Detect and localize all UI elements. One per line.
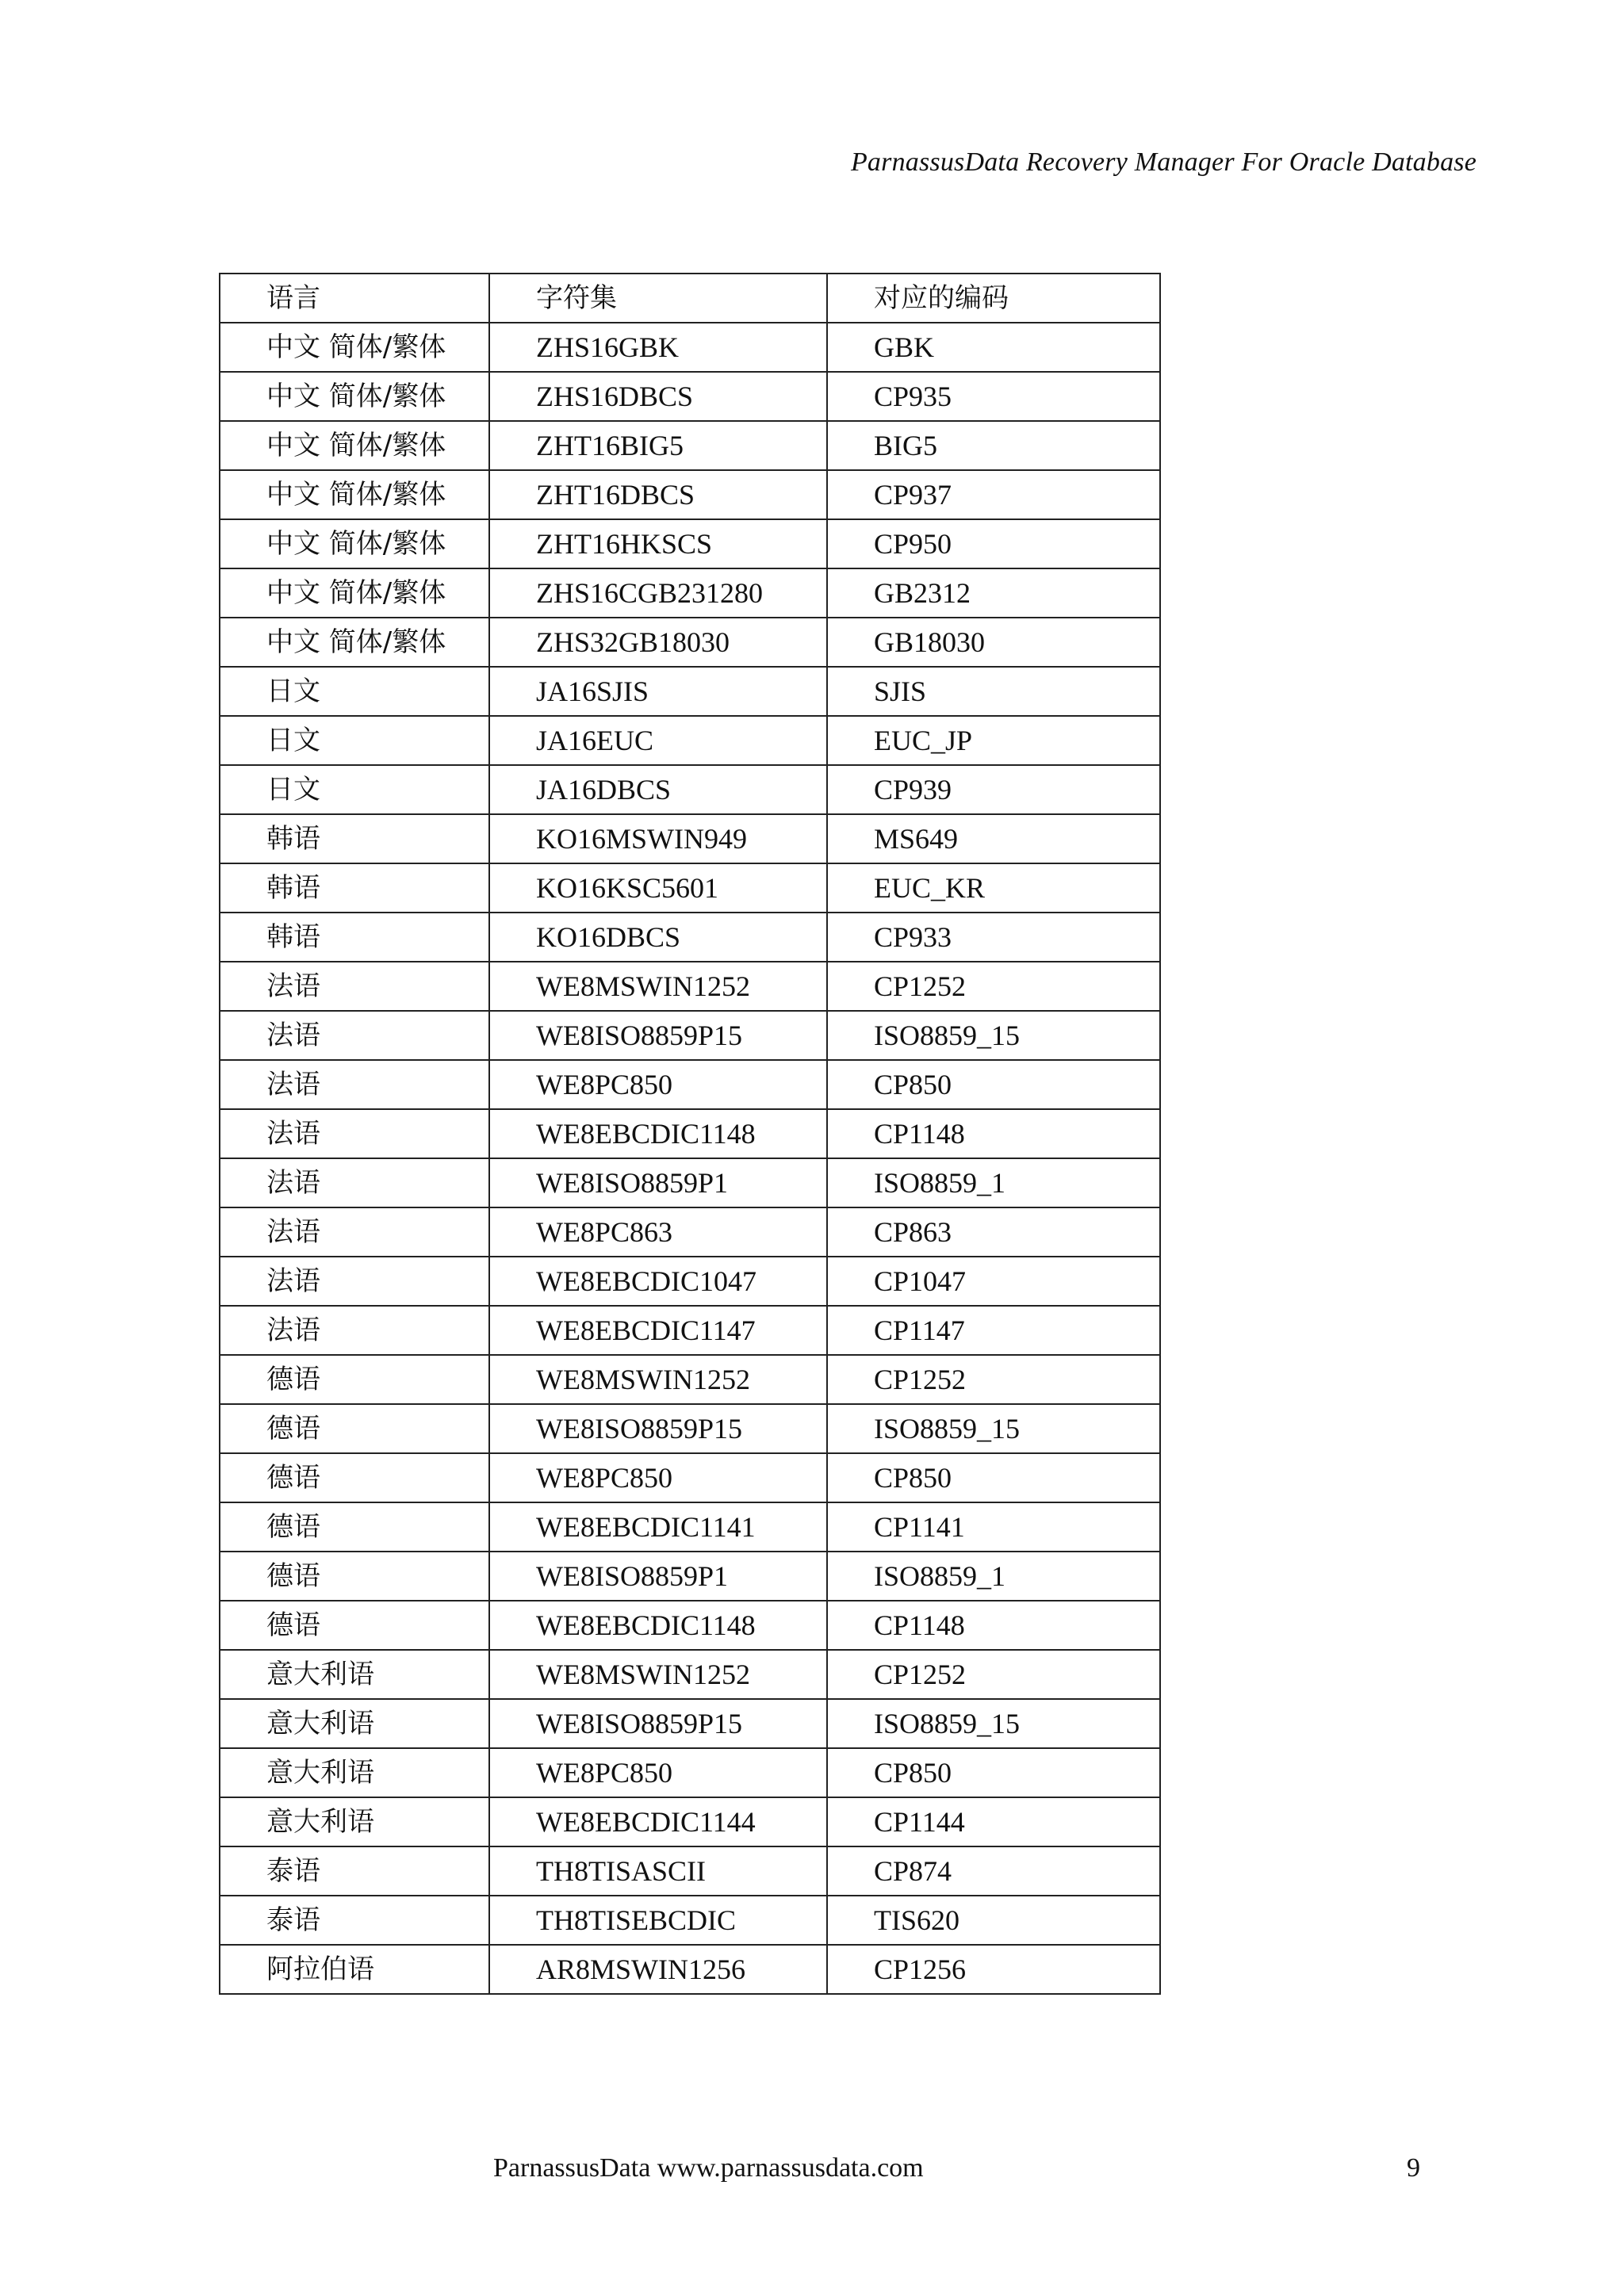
charset-cell: WE8PC850 (489, 1060, 827, 1109)
language-cell: 法语 (220, 1109, 489, 1158)
encoding-cell: CP1252 (827, 1355, 1160, 1404)
language-cell: 德语 (220, 1404, 489, 1453)
table-row (220, 1896, 1160, 1945)
language-cell: 韩语 (220, 913, 489, 962)
table-row (220, 1945, 1160, 1994)
table-row (220, 1158, 1160, 1207)
table-row (220, 863, 1160, 913)
charset-cell: WE8ISO8859P15 (489, 1404, 827, 1453)
table-row (220, 372, 1160, 421)
charset-cell: TH8TISEBCDIC (489, 1896, 827, 1945)
encoding-cell: CP1147 (827, 1306, 1160, 1355)
language-cell: 法语 (220, 1207, 489, 1257)
table-row (220, 1355, 1160, 1404)
charset-table-container (219, 273, 1161, 1995)
language-cell: 中文 简体/繁体 (220, 618, 489, 667)
language-cell: 阿拉伯语 (220, 1945, 489, 1994)
charset-cell: JA16DBCS (489, 765, 827, 814)
language-cell: 法语 (220, 1060, 489, 1109)
charset-cell: JA16EUC (489, 716, 827, 765)
encoding-cell: CP850 (827, 1060, 1160, 1109)
table-row (220, 568, 1160, 618)
language-cell: 中文 简体/繁体 (220, 470, 489, 519)
encoding-cell: EUC_KR (827, 863, 1160, 913)
charset-cell: WE8PC850 (489, 1453, 827, 1502)
table-row (220, 1748, 1160, 1797)
table-row (220, 1650, 1160, 1699)
document-title: ParnassusData Recovery Manager For Oracle Database (850, 147, 1477, 177)
language-cell: 意大利语 (220, 1748, 489, 1797)
table-row (220, 814, 1160, 863)
encoding-cell: CP1256 (827, 1945, 1160, 1994)
table-row (220, 1109, 1160, 1158)
charset-cell: WE8ISO8859P1 (489, 1158, 827, 1207)
encoding-cell: ISO8859_15 (827, 1011, 1160, 1060)
language-cell: 泰语 (220, 1896, 489, 1945)
table-row (220, 519, 1160, 568)
charset-cell: ZHS16GBK (489, 323, 827, 372)
encoding-cell: CP1047 (827, 1257, 1160, 1306)
table-row (220, 1306, 1160, 1355)
encoding-cell: ISO8859_15 (827, 1404, 1160, 1453)
charset-cell: ZHS16CGB231280 (489, 568, 827, 618)
table-row (220, 1846, 1160, 1896)
language-cell: 法语 (220, 962, 489, 1011)
charset-table (219, 273, 1161, 1995)
encoding-cell: CP1148 (827, 1109, 1160, 1158)
charset-cell: WE8ISO8859P15 (489, 1011, 827, 1060)
language-cell: 法语 (220, 1011, 489, 1060)
encoding-cell: CP1252 (827, 962, 1160, 1011)
language-cell: 泰语 (220, 1846, 489, 1896)
table-row (220, 1011, 1160, 1060)
column-header-charset: 字符集 (489, 274, 827, 323)
language-cell: 中文 简体/繁体 (220, 323, 489, 372)
charset-cell: JA16SJIS (489, 667, 827, 716)
table-row (220, 1060, 1160, 1109)
encoding-cell: CP1144 (827, 1797, 1160, 1846)
language-cell: 日文 (220, 667, 489, 716)
table-row (220, 765, 1160, 814)
charset-cell: WE8EBCDIC1148 (489, 1601, 827, 1650)
encoding-cell: CP1252 (827, 1650, 1160, 1699)
page-header (851, 147, 1477, 178)
encoding-cell: TIS620 (827, 1896, 1160, 1945)
table-row (220, 1207, 1160, 1257)
language-cell: 韩语 (220, 863, 489, 913)
encoding-cell: CP935 (827, 372, 1160, 421)
charset-cell: KO16DBCS (489, 913, 827, 962)
language-cell: 中文 简体/繁体 (220, 372, 489, 421)
charset-cell: WE8EBCDIC1144 (489, 1797, 827, 1846)
encoding-cell: ISO8859_1 (827, 1552, 1160, 1601)
language-cell: 德语 (220, 1601, 489, 1650)
charset-cell: WE8MSWIN1252 (489, 1355, 827, 1404)
table-row (220, 1404, 1160, 1453)
encoding-cell: CP850 (827, 1453, 1160, 1502)
language-cell: 韩语 (220, 814, 489, 863)
charset-cell: ZHT16HKSCS (489, 519, 827, 568)
encoding-cell: CP850 (827, 1748, 1160, 1797)
table-body (220, 323, 1160, 1994)
language-cell: 意大利语 (220, 1650, 489, 1699)
table-row (220, 1699, 1160, 1748)
table-row (220, 323, 1160, 372)
page-number: 9 (1407, 2153, 1420, 2183)
encoding-cell: ISO8859_1 (827, 1158, 1160, 1207)
column-header-language: 语言 (220, 274, 489, 323)
encoding-cell: GB2312 (827, 568, 1160, 618)
charset-cell: WE8EBCDIC1047 (489, 1257, 827, 1306)
encoding-cell: CP863 (827, 1207, 1160, 1257)
column-header-encoding: 对应的编码 (827, 274, 1160, 323)
encoding-cell: CP933 (827, 913, 1160, 962)
charset-cell: WE8EBCDIC1148 (489, 1109, 827, 1158)
charset-cell: WE8PC863 (489, 1207, 827, 1257)
charset-cell: WE8EBCDIC1141 (489, 1502, 827, 1552)
language-cell: 中文 简体/繁体 (220, 568, 489, 618)
encoding-cell: CP939 (827, 765, 1160, 814)
language-cell: 德语 (220, 1552, 489, 1601)
language-cell: 中文 简体/繁体 (220, 519, 489, 568)
table-row (220, 1797, 1160, 1846)
language-cell: 意大利语 (220, 1699, 489, 1748)
language-cell: 德语 (220, 1502, 489, 1552)
charset-cell: ZHT16BIG5 (489, 421, 827, 470)
charset-cell: KO16MSWIN949 (489, 814, 827, 863)
charset-cell: ZHS32GB18030 (489, 618, 827, 667)
language-cell: 法语 (220, 1306, 489, 1355)
encoding-cell: CP950 (827, 519, 1160, 568)
language-cell: 德语 (220, 1453, 489, 1502)
charset-cell: KO16KSC5601 (489, 863, 827, 913)
table-row (220, 1601, 1160, 1650)
encoding-cell: ISO8859_15 (827, 1699, 1160, 1748)
charset-cell: WE8MSWIN1252 (489, 1650, 827, 1699)
charset-cell: WE8ISO8859P15 (489, 1699, 827, 1748)
language-cell: 法语 (220, 1158, 489, 1207)
table-row (220, 962, 1160, 1011)
table-row (220, 913, 1160, 962)
table-row (220, 618, 1160, 667)
encoding-cell: CP937 (827, 470, 1160, 519)
language-cell: 中文 简体/繁体 (220, 421, 489, 470)
charset-cell: TH8TISASCII (489, 1846, 827, 1896)
charset-cell: AR8MSWIN1256 (489, 1945, 827, 1994)
table-row (220, 421, 1160, 470)
table-row (220, 716, 1160, 765)
encoding-cell: CP874 (827, 1846, 1160, 1896)
language-cell: 日文 (220, 765, 489, 814)
table-row (220, 667, 1160, 716)
encoding-cell: MS649 (827, 814, 1160, 863)
language-cell: 法语 (220, 1257, 489, 1306)
language-cell: 德语 (220, 1355, 489, 1404)
encoding-cell: CP1141 (827, 1502, 1160, 1552)
table-row (220, 1552, 1160, 1601)
language-cell: 日文 (220, 716, 489, 765)
charset-cell: WE8EBCDIC1147 (489, 1306, 827, 1355)
charset-cell: WE8ISO8859P1 (489, 1552, 827, 1601)
encoding-cell: BIG5 (827, 421, 1160, 470)
table-row (220, 470, 1160, 519)
footer-text: ParnassusData www.parnassusdata.com (493, 2153, 924, 2183)
table-row (220, 1257, 1160, 1306)
language-cell: 意大利语 (220, 1797, 489, 1846)
charset-cell: WE8MSWIN1252 (489, 962, 827, 1011)
charset-cell: ZHS16DBCS (489, 372, 827, 421)
table-row (220, 1453, 1160, 1502)
encoding-cell: GB18030 (827, 618, 1160, 667)
encoding-cell: CP1148 (827, 1601, 1160, 1650)
table-header-row (220, 274, 1160, 323)
charset-cell: ZHT16DBCS (489, 470, 827, 519)
encoding-cell: GBK (827, 323, 1160, 372)
table-row (220, 1502, 1160, 1552)
encoding-cell: SJIS (827, 667, 1160, 716)
encoding-cell: EUC_JP (827, 716, 1160, 765)
charset-cell: WE8PC850 (489, 1748, 827, 1797)
